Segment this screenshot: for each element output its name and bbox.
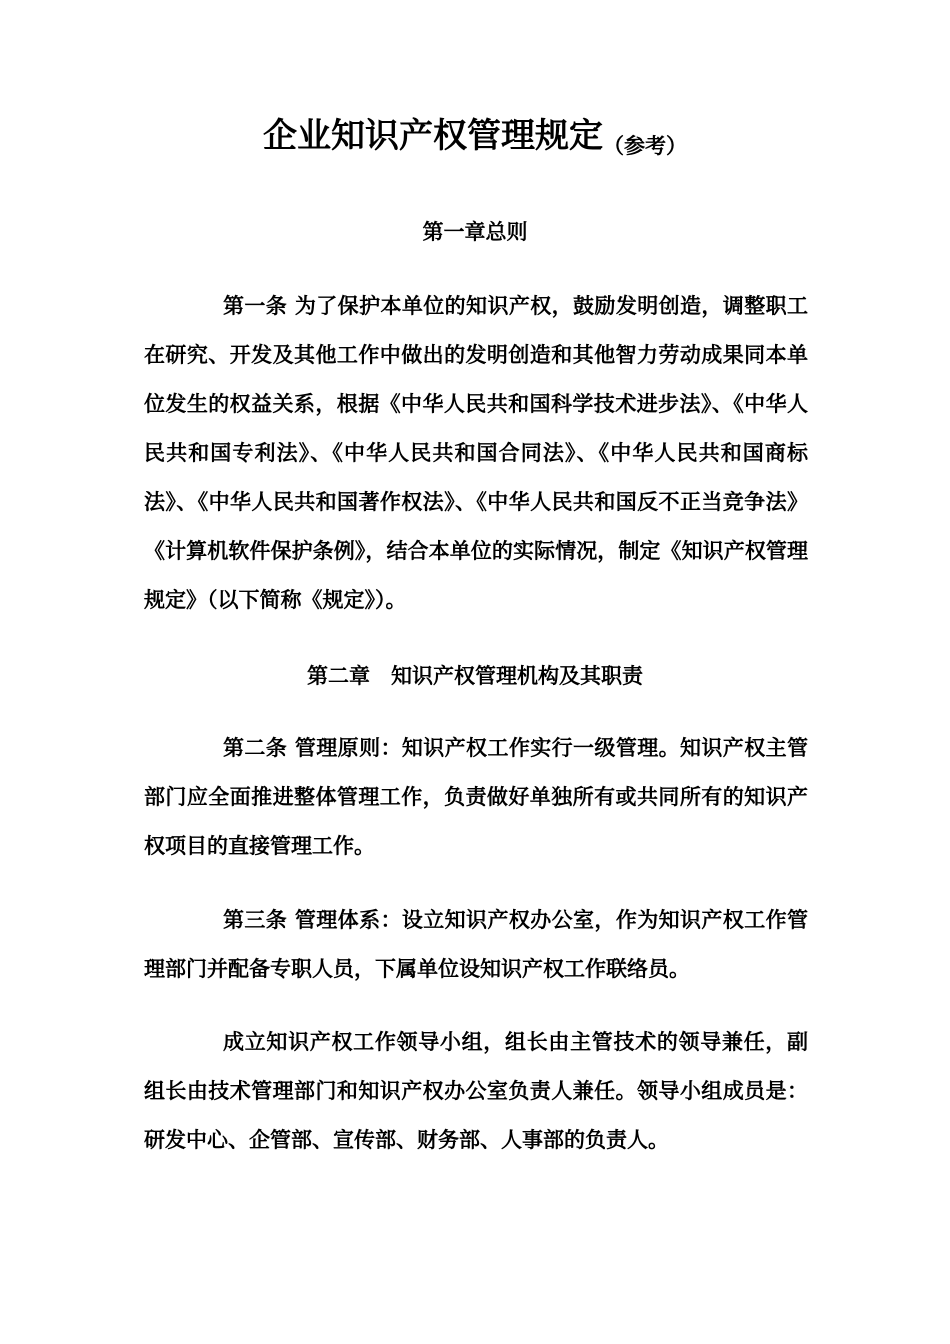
title-note: （参考） — [603, 134, 687, 158]
leading-group-paragraph: 成立知识产权工作领导小组，组长由主管技术的领导兼任，副组长由技术管理部门和知识产权办公室负责人兼任。领导小组成员是：研发中心、企管部、宣传部、财务部、人事部的负责人。 — [144, 1030, 808, 1152]
article-1-paragraph: 第一条 为了保护本单位的知识产权，鼓励发明创造，调整职工在研究、开发及其他工作中做出的发明创造和其他智力劳动成果同本单位发生的权益关系，根据《中华人民共和国科学技术进步法》、《中华人民共和国专利法》、《中华人民共和国合同法》、《中华人民共和国商标法》、《中华人民共和国著作权法》、《中华人民共和国反不正当竞争法》《计算机软件保护条例》，结合本单位的实际情况，制定《知识产权管理规定》（以下简称《规定》）。 — [144, 294, 808, 612]
title-text: 企业知识产权管理规定 — [263, 116, 603, 156]
article-2-paragraph: 第二条 管理原则：知识产权工作实行一级管理。知识产权主管部门应全面推进整体管理工作，负责做好单独所有或共同所有的知识产权项目的直接管理工作。 — [144, 736, 808, 858]
article-3-paragraph: 第三条 管理体系：设立知识产权办公室，作为知识产权工作管理部门并配备专职人员，下属单位设知识产权工作联络员。 — [144, 908, 808, 981]
chapter-heading-1: 第一章总则 — [422, 220, 528, 244]
chapter-heading-2: 第二章 知识产权管理机构及其职责 — [307, 664, 643, 688]
document-title — [0, 108, 950, 160]
